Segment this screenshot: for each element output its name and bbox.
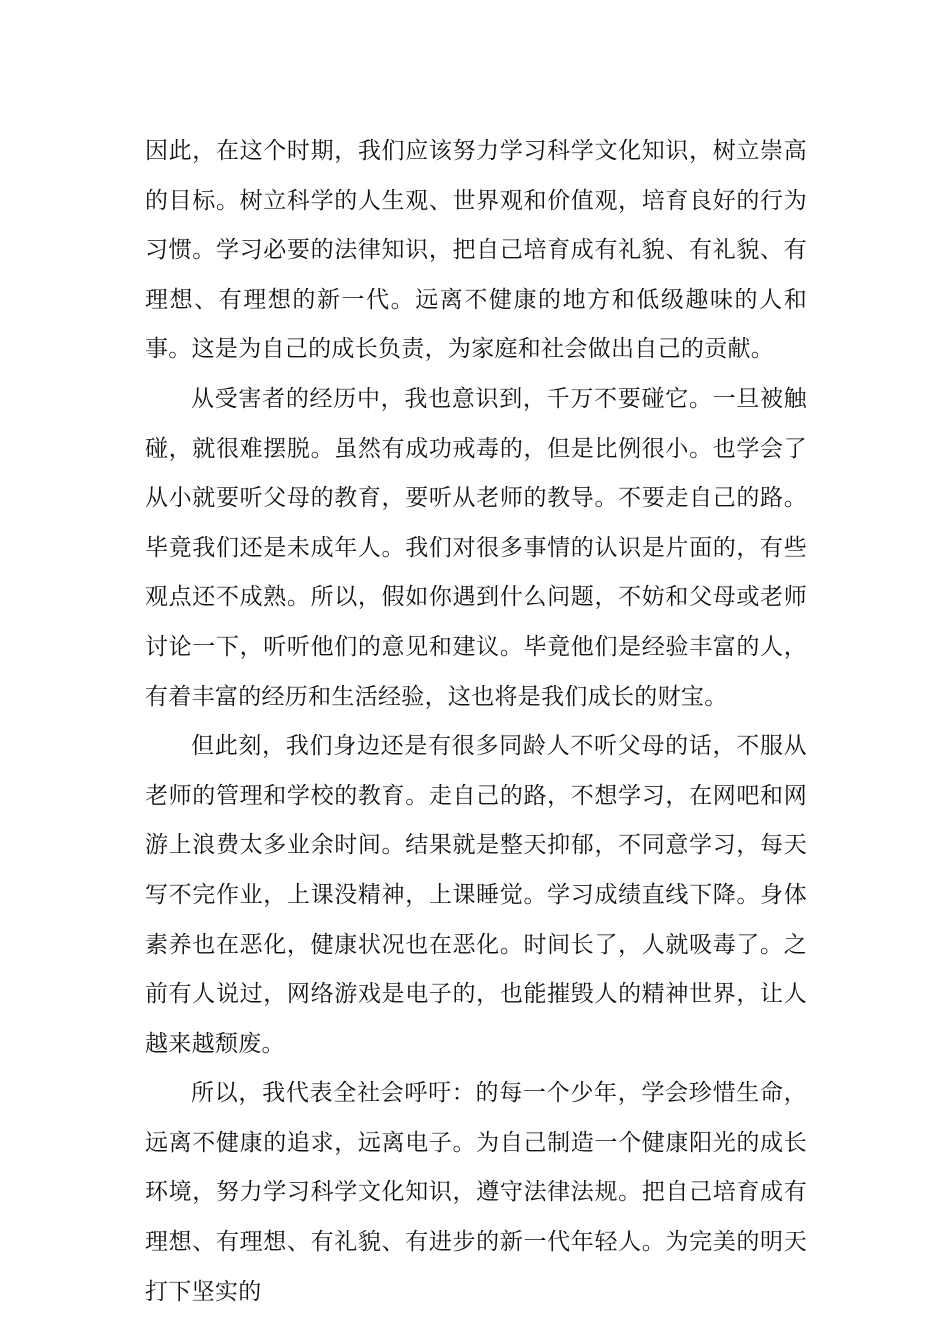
document-body bbox=[145, 127, 807, 1317]
paragraph-1: 因此，在这个时期，我们应该努力学习科学文化知识，树立崇高的目标。树立科学的人生观、世界观和价值观，培育良好的行为习惯。学习必要的法律知识，把自己培育成有礼貌、有礼貌、有理想、有理想的新一代。远离不健康的地方和低级趣味的人和事。这是为自己的成长负责，为家庭和社会做出自己的贡献。 bbox=[145, 138, 807, 363]
paragraph-3: 但此刻，我们身边还是有很多同龄人不听父母的话，不服从老师的管理和学校的教育。走自己的路，不想学习，在网吧和网游上浪费太多业余时间。结果就是整天抑郁，不同意学习，每天写不完作业，上课没精神，上课睡觉。学习成绩直线下降。身体素养也在恶化，健康状况也在恶化。时间长了，人就吸毒了。之前有人说过，网络游戏是电子的，也能摧毁人的精神世界，让人越来越颓废。 bbox=[145, 733, 807, 1057]
paragraph-2: 从受害者的经历中，我也意识到，千万不要碰它。一旦被触碰，就很难摆脱。虽然有成功戒毒的，但是比例很小。也学会了从小就要听父母的教育，要听从老师的教导。不要走自己的路。毕竟我们还是未成年人。我们对很多事情的认识是片面的，有些观点还不成熟。所以，假如你遇到什么问题，不妨和父母或老师讨论一下，听听他们的意见和建议。毕竟他们是经验丰富的人，有着丰富的经历和生活经验，这也将是我们成长的财宝。 bbox=[145, 385, 807, 710]
paragraph-4: 所以，我代表全社会呼吁：的每一个少年，学会珍惜生命，远离不健康的追求，远离电子。为自己制造一个健康阳光的成长环境，努力学习科学文化知识，遵守法律法规。把自己培育成有理想、有理想、有礼貌、有进步的新一代年轻人。为完美的明天打下坚实的 bbox=[145, 1080, 807, 1305]
